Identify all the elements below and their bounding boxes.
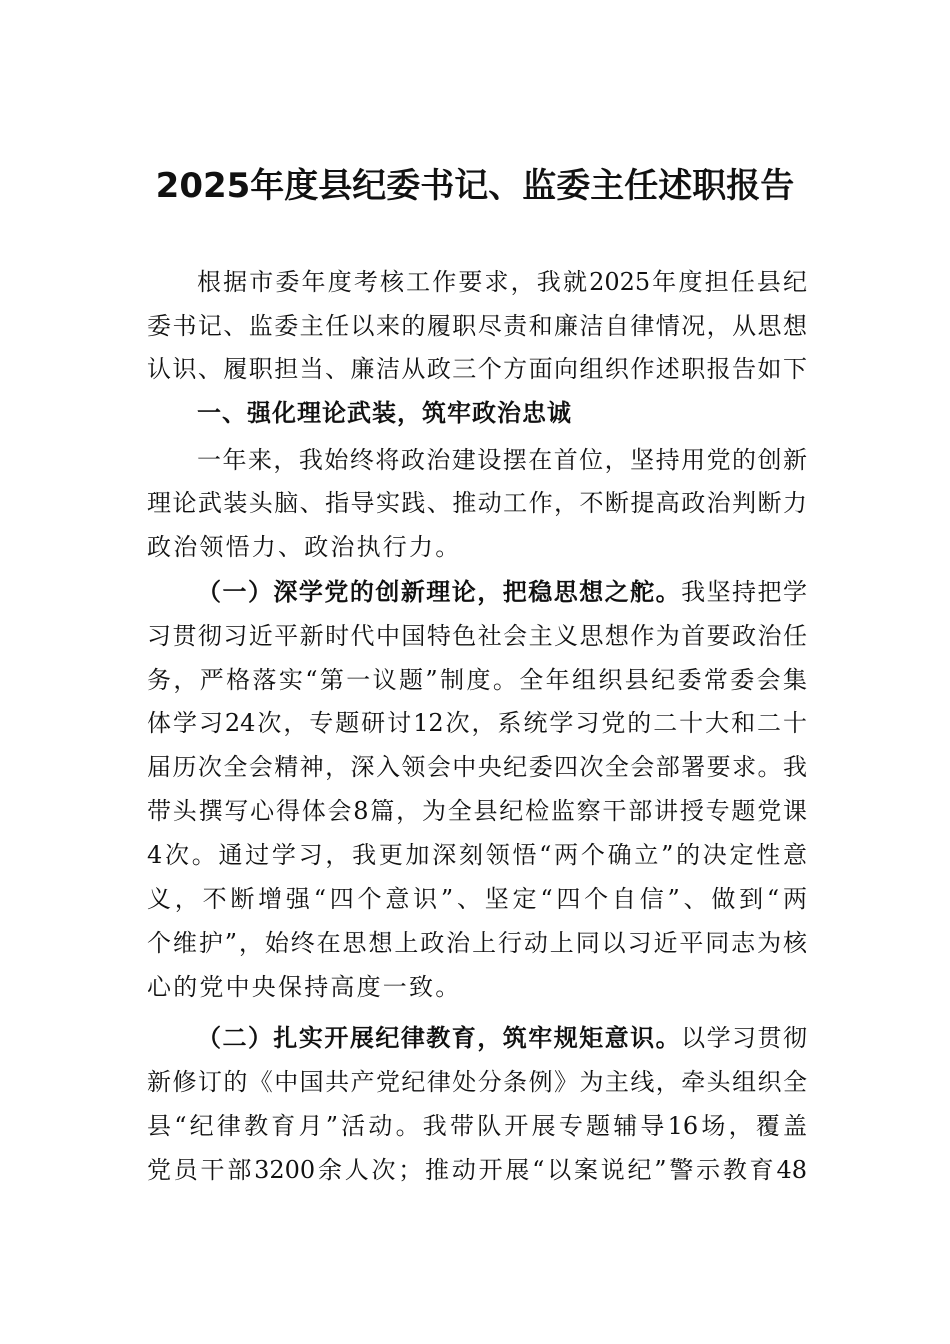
intro-line-1: 根据市委年度考核工作要求，我就2025年度担任县纪: [197, 268, 807, 296]
subsection-1-first-line: [197, 572, 807, 612]
subsection-2-first-line: [197, 1018, 807, 1058]
paragraph-line: 党员干部3200余人次；推动开展“以案说纪”警示教育48: [147, 1156, 807, 1184]
subsection-2-text: 以学习贯彻: [681, 1024, 808, 1052]
paragraph-line: 政治领悟力、政治执行力。: [147, 533, 462, 561]
intro-line-2: 委书记、监委主任以来的履职尽责和廉洁自律情况，从思想: [147, 312, 807, 340]
paragraph-line: 体学习24次，专题研讨12次，系统学习党的二十大和二十: [147, 709, 807, 737]
paragraph-line: 届历次全会精神，深入领会中央纪委四次全会部署要求。我: [147, 753, 807, 781]
section-heading-1: 一、强化理论武装，筑牢政治忠诚: [197, 399, 572, 427]
paragraph-line: 个维护”，始终在思想上政治上行动上同以习近平同志为核: [147, 929, 807, 957]
paragraph-line: 县“纪律教育月”活动。我带队开展专题辅导16场，覆盖: [147, 1112, 807, 1140]
paragraph-line: 心的党中央保持高度一致。: [147, 973, 462, 1001]
paragraph-line: 习贯彻习近平新时代中国特色社会主义思想作为首要政治任: [147, 622, 807, 650]
document-title: 2025年度县纪委书记、监委主任述职报告: [155, 166, 795, 206]
paragraph-line: 带头撰写心得体会8篇，为全县纪检监察干部讲授专题党课: [147, 797, 807, 825]
subsection-1-text: 我坚持把学: [681, 578, 808, 606]
paragraph-line: 4次。通过学习，我更加深刻领悟“两个确立”的决定性意: [147, 841, 807, 869]
paragraph-line: 义，不断增强“四个意识”、坚定“四个自信”、做到“两: [147, 885, 807, 913]
paragraph-line: 理论武装头脑、指导实践、推动工作，不断提高政治判断力: [147, 489, 807, 517]
subsection-1-heading: （一）深学党的创新理论，把稳思想之舵。: [197, 577, 682, 606]
paragraph-line: 务，严格落实“第一议题”制度。全年组织县纪委常委会集: [147, 666, 807, 694]
intro-line-3: 认识、履职担当、廉洁从政三个方面向组织作述职报告如下: [147, 355, 807, 383]
paragraph-line: 一年来，我始终将政治建设摆在首位，坚持用党的创新: [197, 446, 807, 474]
subsection-2-heading: （二）扎实开展纪律教育，筑牢规矩意识。: [197, 1023, 682, 1052]
paragraph-line: 新修订的《中国共产党纪律处分条例》为主线，牵头组织全: [147, 1068, 807, 1096]
